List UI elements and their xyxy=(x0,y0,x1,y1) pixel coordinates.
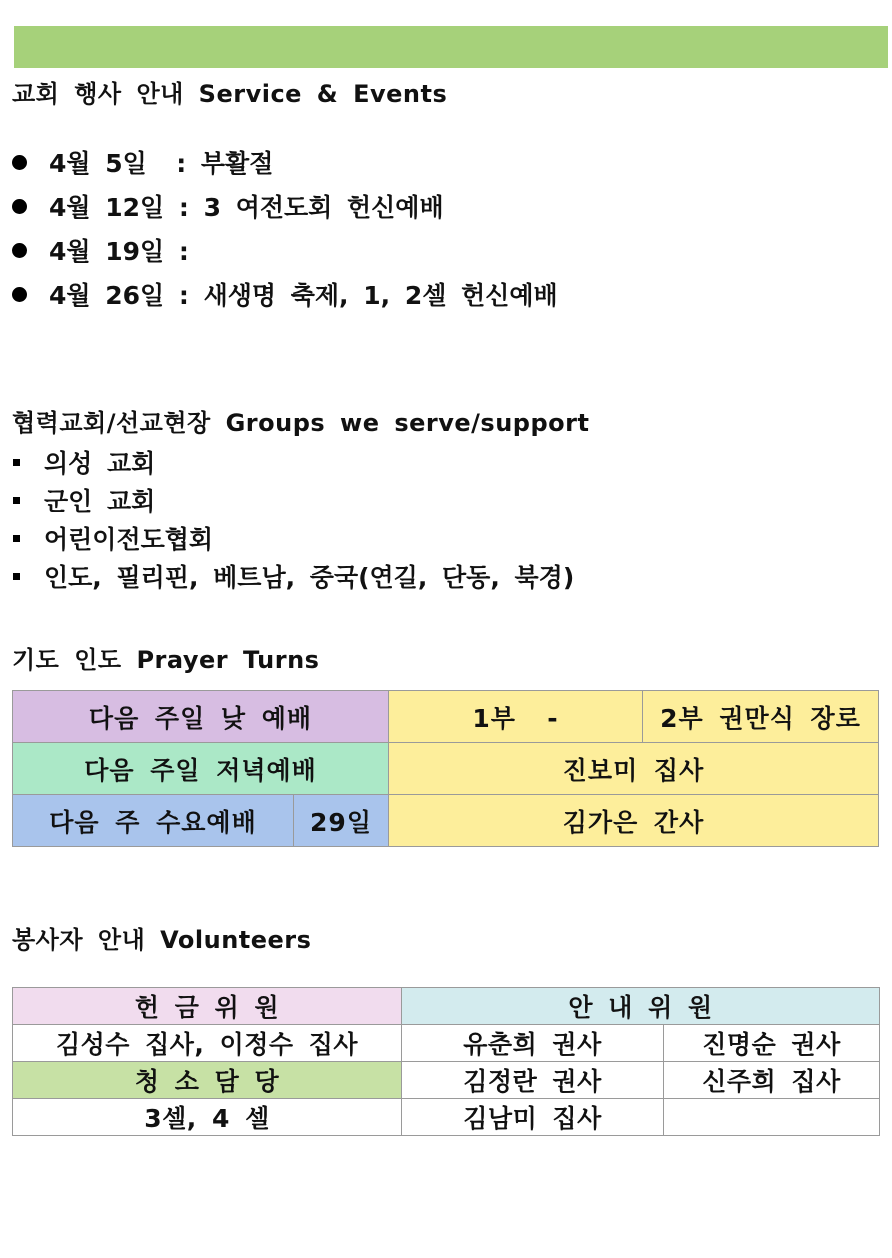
group-text: 군인 교회 xyxy=(44,487,156,516)
events-list xyxy=(10,140,558,316)
table-cell: 다음 주일 낮 예배 xyxy=(13,691,389,743)
table-header-cell: 청 소 담 당 xyxy=(13,1062,402,1099)
group-text: 어린이전도협회 xyxy=(44,525,214,554)
table-cell: 2부 권만식 장로 xyxy=(643,691,879,743)
table-cell: 김남미 집사 xyxy=(402,1099,664,1136)
bullet-dot-icon xyxy=(12,243,27,258)
table-cell: 3셀, 4 셀 xyxy=(13,1099,402,1136)
event-text: 4월 19일 : xyxy=(49,237,189,266)
event-item xyxy=(10,140,558,184)
event-text: 4월 12일 : 3 여전도회 헌신예배 xyxy=(49,193,444,222)
table-row xyxy=(13,1099,880,1136)
bullet-dot-icon xyxy=(12,287,27,302)
table-cell: 진보미 집사 xyxy=(389,743,879,795)
table-cell: 김정란 권사 xyxy=(402,1062,664,1099)
table-row xyxy=(13,743,879,795)
table-cell: 신주희 집사 xyxy=(664,1062,880,1099)
table-cell: 김성수 집사, 이정수 집사 xyxy=(13,1025,402,1062)
table-cell xyxy=(664,1099,880,1136)
bullet-square-icon xyxy=(13,497,20,504)
groups-list xyxy=(10,443,574,595)
prayer-heading: 기도 인도 Prayer Turns xyxy=(12,646,320,674)
table-row xyxy=(13,988,880,1025)
event-text: 4월 26일 : 새생명 축제, 1, 2셀 헌신예배 xyxy=(49,281,558,310)
volunteers-heading: 봉사자 안내 Volunteers xyxy=(12,926,312,954)
bullet-dot-icon xyxy=(12,155,27,170)
table-row xyxy=(13,1062,880,1099)
table-cell: 다음 주일 저녁예배 xyxy=(13,743,389,795)
table-header-cell: 헌 금 위 원 xyxy=(13,988,402,1025)
event-item xyxy=(10,272,558,316)
events-heading: 교회 행사 안내 Service & Events xyxy=(12,80,448,108)
bullet-square-icon xyxy=(13,535,20,542)
groups-heading: 협력교회/선교현장 Groups we serve/support xyxy=(12,409,590,437)
table-row xyxy=(13,1025,880,1062)
group-text: 의성 교회 xyxy=(44,449,156,478)
event-item xyxy=(10,184,558,228)
table-cell: 김가은 간사 xyxy=(389,795,879,847)
group-item xyxy=(10,557,574,595)
bullet-square-icon xyxy=(13,459,20,466)
table-cell: 진명순 권사 xyxy=(664,1025,880,1062)
table-cell: 1부 - xyxy=(389,691,643,743)
table-cell: 다음 주 수요예배 xyxy=(13,795,294,847)
table-cell: 유춘희 권사 xyxy=(402,1025,664,1062)
group-item xyxy=(10,481,574,519)
table-header-cell: 안 내 위 원 xyxy=(402,988,880,1025)
group-text: 인도, 필리핀, 베트남, 중국(연길, 단동, 북경) xyxy=(44,563,575,592)
table-row xyxy=(13,795,879,847)
volunteers-table xyxy=(12,987,880,1136)
group-item xyxy=(10,443,574,481)
prayer-table xyxy=(12,690,879,847)
group-item xyxy=(10,519,574,557)
table-cell: 29일 xyxy=(294,795,389,847)
table-row xyxy=(13,691,879,743)
bullet-square-icon xyxy=(13,573,20,580)
event-text: 4월 5일 : 부활절 xyxy=(49,149,274,178)
bullet-dot-icon xyxy=(12,199,27,214)
top-banner-bar xyxy=(14,26,888,68)
event-item xyxy=(10,228,558,272)
